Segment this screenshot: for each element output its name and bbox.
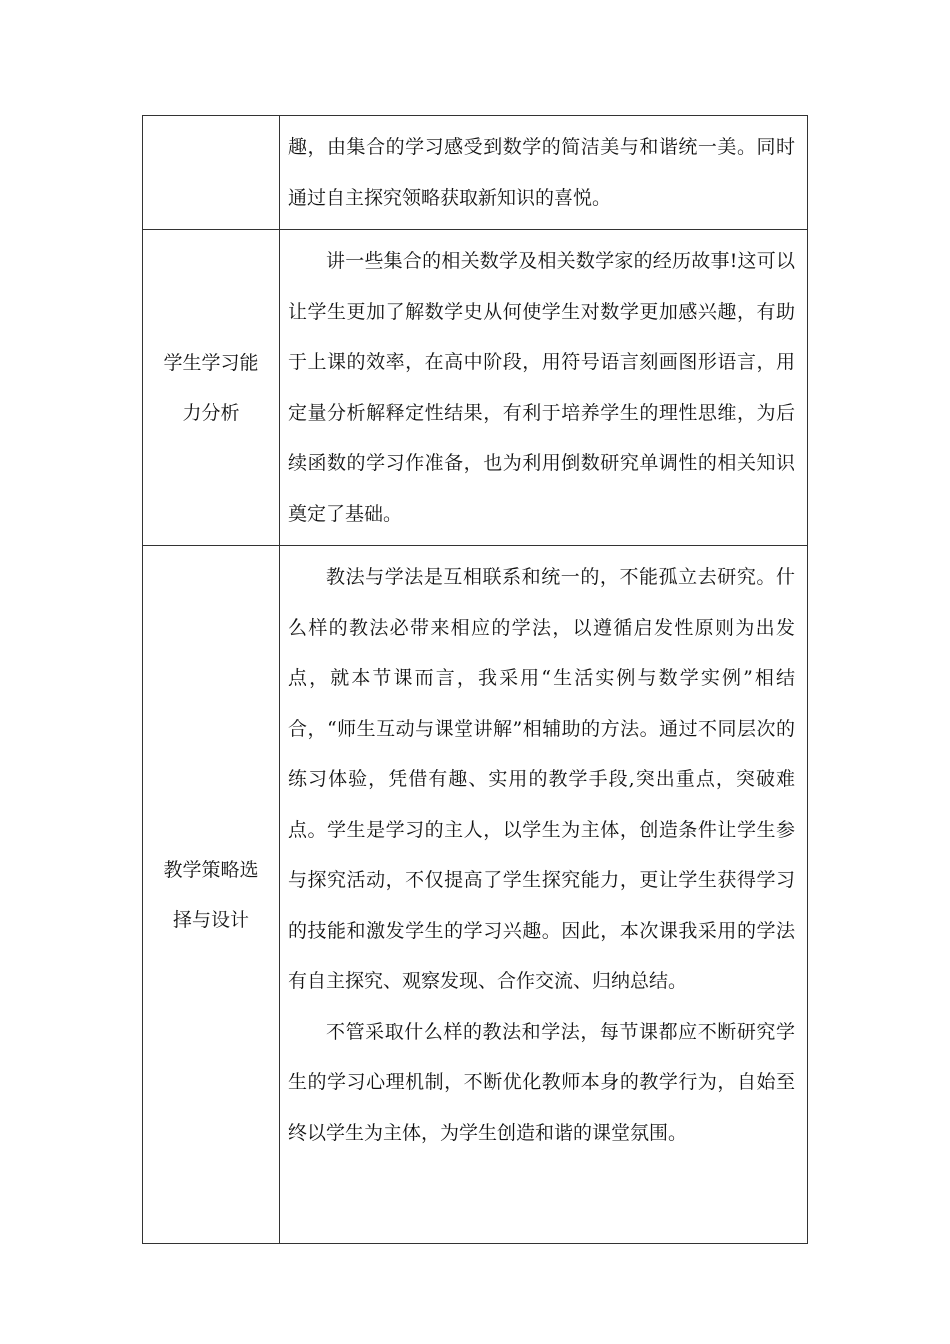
row-label-cell [143,116,280,230]
lesson-plan-table [142,115,808,1244]
content-paragraph: 不管采取什么样的教法和学法，每节课都应不断研究学生的学习心理机制，不断优化教师本身的教学行为，自始至终以学生为主体，为学生创造和谐的课堂氛围。 [288,1020,795,1144]
content-paragraph: 教法与学法是互相联系和统一的，不能孤立去研究。什么样的教法必带来相应的学法，以遵循启发性原则为出发点，就本节课而言，我采用“生活实例与数学实例”相结合，“师生互动与课堂讲解”相辅助的方法。通过不同层次的练习体验，凭借有趣、实用的教学手段,突出重点，突破难点。学生是学习的主人，以学生为主体，创造条件让学生参与探究活动，不仅提高了学生探究能力，更让学生获得学习的技能和激发学生的学习兴趣。因此，本次课我采用的学法有自主探究、观察发现、合作交流、归纳总结。 [288,566,795,992]
row-label-cell [143,230,280,546]
row-label-cell [143,546,280,1244]
table-row [143,230,808,546]
row-label: 学生学习能力分析 [163,351,259,424]
row-content-cell [280,546,808,1244]
content-paragraph: 讲一些集合的相关数学及相关数学家的经历故事!这可以让学生更加了解数学史从何使学生对数学更加感兴趣，有助于上课的效率，在高中阶段，用符号语言刻画图形语言，用定量分析解释定性结果，有利于培养学生的理性思维，为后续函数的学习作准备，也为利用倒数研究单调性的相关知识奠定了基础。 [288,250,795,525]
row-content-cell [280,116,808,230]
row-content-cell [280,230,808,546]
row-label: 教学策略选择与设计 [163,858,259,931]
table-row [143,116,808,230]
content-paragraph: 趣，由集合的学习感受到数学的简洁美与和谐统一美。同时通过自主探究领略获取新知识的喜悦。 [288,136,795,209]
table-row [143,546,808,1244]
